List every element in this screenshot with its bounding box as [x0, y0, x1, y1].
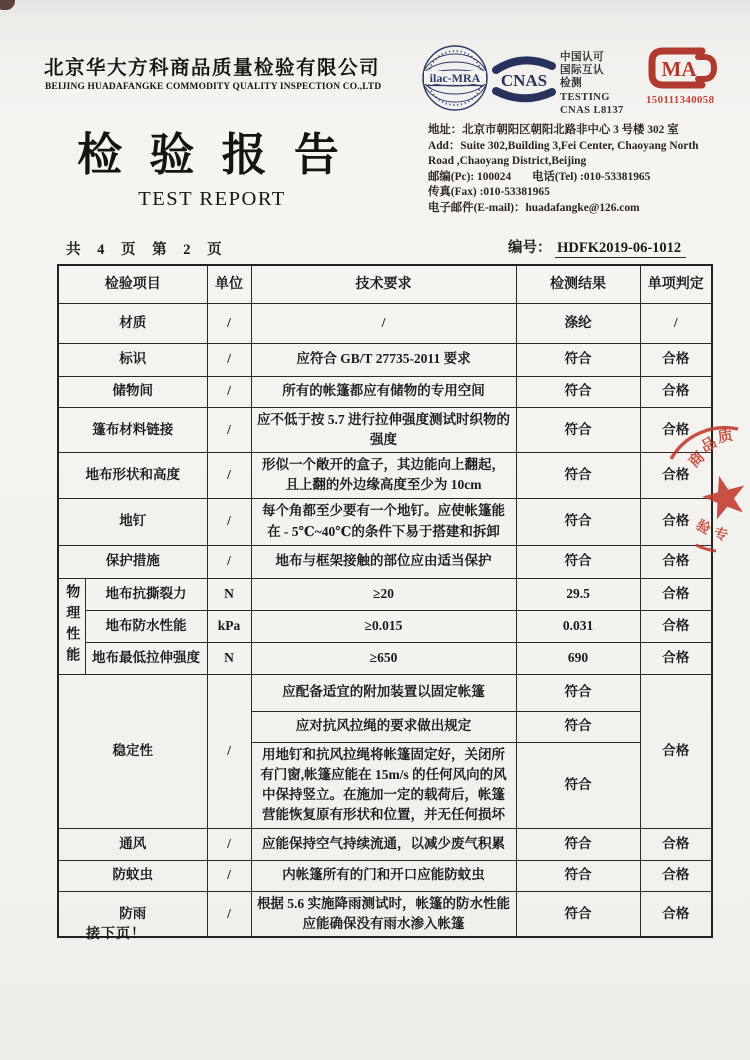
table-cell: 合格: [640, 343, 712, 376]
table-cell: 地布与框架接触的部位应由适当保护: [251, 545, 516, 578]
table-cell: 合格: [640, 407, 712, 453]
svg-text:品: 品: [698, 434, 720, 457]
table-cell: 合格: [640, 376, 712, 407]
table-header-cell: 检测结果: [516, 265, 640, 303]
table-cell: ≥20: [251, 578, 516, 610]
scan-corner-artifact: [0, 0, 15, 10]
report-table: [57, 264, 713, 938]
table-header-cell: 单项判定: [640, 265, 712, 303]
table-cell: 符合: [516, 742, 640, 828]
report-title-cn: 检 验 报 告: [77, 130, 347, 180]
contact-block: [428, 123, 740, 217]
table-cell: 防蚊虫: [58, 860, 207, 891]
table-cell: 符合: [516, 498, 640, 545]
cma-certificate-number: 150111340058: [646, 94, 715, 106]
table-header-cell: 单位: [207, 265, 251, 303]
table-cell: 物理性能: [58, 578, 85, 674]
table-row: [58, 674, 712, 711]
page-counter: 共 4 页 第 2 页: [66, 242, 225, 258]
table-cell: 所有的帐篷都应有储物的专用空间: [251, 376, 516, 407]
table-cell: 储物间: [58, 376, 207, 407]
fax: 传真(Fax) :010-53381965: [428, 186, 550, 199]
table-cell: 涤纶: [516, 303, 640, 343]
table-cell: /: [207, 453, 251, 499]
report-number-label: 编号：: [508, 240, 552, 256]
table-cell: 用地钉和抗风拉绳将帐篷固定好，关闭所有门窗,帐篷应能在 15m/s 的任何风向的风中保持竖立。在施加一定的载荷后，帐篷营能恢复原有形状和位置，并无任何损坏: [251, 742, 516, 828]
table-cell: 符合: [516, 407, 640, 453]
table-cell: 地钉: [58, 498, 207, 545]
table-row: [58, 376, 712, 407]
table-cell: 通风: [58, 828, 207, 860]
table-cell: 合格: [640, 860, 712, 891]
table-header-row: [58, 265, 712, 303]
table-row: [58, 578, 712, 610]
table-cell: /: [207, 376, 251, 407]
table-cell: 0.031: [516, 610, 640, 642]
report-title-en: TEST REPORT: [138, 188, 286, 210]
table-cell: 符合: [516, 674, 640, 711]
table-cell: 符合: [516, 453, 640, 499]
table-cell: 符合: [516, 711, 640, 742]
cnas-logo-icon: [492, 55, 556, 103]
address-en-line1: Add：Suite 302,Building 3,Fei Center, Chaoyang North: [428, 139, 699, 152]
svg-text:MA: MA: [661, 57, 697, 81]
table-cell: 合格: [640, 453, 712, 499]
table-cell: /: [207, 498, 251, 545]
table-cell: 符合: [516, 828, 640, 860]
postcode: 邮编(Pc): 100024: [428, 170, 512, 183]
table-row: [58, 860, 712, 891]
table-cell: 690: [516, 642, 640, 674]
telephone: 电话(Tel) :010-53381965: [532, 170, 651, 183]
table-cell: 材质: [58, 303, 207, 343]
company-name-en: BEIJING HUADAFANGKE COMMODITY QUALITY INSPECTION CO.,LTD: [45, 82, 382, 92]
cma-logo-icon: [646, 46, 720, 92]
table-cell: 标识: [58, 343, 207, 376]
table-row: [58, 891, 712, 937]
table-cell: 地布防水性能: [85, 610, 207, 642]
email: 电子邮件(E-mail)：huadafangke@126.com: [428, 201, 640, 214]
table-cell: /: [207, 674, 251, 828]
table-row: [58, 610, 712, 642]
table-cell: N: [207, 578, 251, 610]
table-row: [58, 343, 712, 376]
table-cell: 合格: [640, 642, 712, 674]
accreditation-text: [560, 51, 624, 117]
table-cell: 每个角都至少要有一个地钉。应使帐篷能在 - 5℃~40℃的条件下易于搭建和拆卸: [251, 498, 516, 545]
acc-line: TESTING: [560, 91, 610, 103]
table-cell: /: [207, 343, 251, 376]
acc-line: 检测: [560, 78, 582, 90]
table-row: [58, 545, 712, 578]
table-cell: 合格: [640, 498, 712, 545]
table-row: [58, 498, 712, 545]
table-cell: 防雨: [58, 891, 207, 937]
table-cell: 符合: [516, 376, 640, 407]
svg-text:商: 商: [686, 449, 709, 472]
table-cell: N: [207, 642, 251, 674]
svg-text:专: 专: [712, 526, 730, 545]
report-number-line: [508, 236, 686, 257]
table-cell: /: [207, 891, 251, 937]
table-cell: 应能保持空气持续流通，以减少废气积累: [251, 828, 516, 860]
table-cell: 合格: [640, 828, 712, 860]
report-number-value: HDFK2019-06-1012: [555, 240, 686, 258]
table-header-cell: 检验项目: [58, 265, 207, 303]
table-cell: 应不低于按 5.7 进行拉伸强度测试时织物的强度: [251, 407, 516, 453]
table-cell: /: [251, 303, 516, 343]
table-cell: 29.5: [516, 578, 640, 610]
acc-line: CNAS L8137: [560, 104, 624, 116]
table-cell: /: [207, 828, 251, 860]
table-row: [58, 407, 712, 453]
table-cell: /: [207, 860, 251, 891]
svg-text:验: 验: [692, 517, 713, 538]
table-cell: /: [207, 407, 251, 453]
table-cell: 地布形状和高度: [58, 453, 207, 499]
svg-text:ilac-MRA: ilac-MRA: [429, 71, 481, 85]
table-cell: ≥650: [251, 642, 516, 674]
table-row: [58, 453, 712, 499]
ilac-mra-logo-icon: [420, 42, 490, 114]
table-cell: 稳定性: [58, 674, 207, 828]
seal-star-icon: [702, 476, 744, 520]
table-cell: 合格: [640, 610, 712, 642]
table-cell: 形似一个敞开的盒子，其边能向上翻起，且上翻的外边缘高度至少为 10cm: [251, 453, 516, 499]
table-row: [58, 303, 712, 343]
table-cell: 应符合 GB/T 27735-2011 要求: [251, 343, 516, 376]
table-cell: 符合: [516, 343, 640, 376]
table-cell: 合格: [640, 578, 712, 610]
continued-next-page-note: 接下页！: [86, 927, 146, 942]
table-cell: 保护措施: [58, 545, 207, 578]
table-cell: 应对抗风拉绳的要求做出规定: [251, 711, 516, 742]
table-cell: 合格: [640, 674, 712, 828]
svg-text:CNAS: CNAS: [500, 71, 548, 90]
company-name-cn: 北京华大方科商品质量检验有限公司: [44, 58, 381, 79]
address-cn: 地址：北京市朝阳区朝阳北路非中心 3 号楼 302 室: [428, 124, 679, 136]
table-cell: ≥0.015: [251, 610, 516, 642]
table-header-cell: 技术要求: [251, 265, 516, 303]
table-cell: 地布抗撕裂力: [85, 578, 207, 610]
address-en-line2: Road ,Chaoyang District,Beijing: [428, 155, 587, 168]
table-cell: /: [640, 303, 712, 343]
svg-text:质: 质: [716, 427, 735, 447]
table-cell: 符合: [516, 891, 640, 937]
table-cell: 地布最低拉伸强度: [85, 642, 207, 674]
table-cell: /: [207, 545, 251, 578]
acc-line: 中国认可: [560, 52, 604, 63]
acc-line: 国际互认: [560, 65, 604, 77]
table-cell: 合格: [640, 891, 712, 937]
table-cell: kPa: [207, 610, 251, 642]
table-cell: 篷布材料链接: [58, 407, 207, 453]
table-row: [58, 828, 712, 860]
table-cell: /: [207, 303, 251, 343]
table-cell: 符合: [516, 860, 640, 891]
table-cell: 合格: [640, 545, 712, 578]
table-cell: 应配备适宜的附加装置以固定帐篷: [251, 674, 516, 711]
red-seal-stamp-icon: [665, 415, 750, 565]
table-cell: 根据 5.6 实施降雨测试时，帐篷的防水性能应能确保没有雨水渗入帐篷: [251, 891, 516, 937]
table-cell: 符合: [516, 545, 640, 578]
table-row: [58, 642, 712, 674]
postcode-phone-line: [428, 170, 740, 186]
table-cell: 内帐篷所有的门和开口应能防蚊虫: [251, 860, 516, 891]
